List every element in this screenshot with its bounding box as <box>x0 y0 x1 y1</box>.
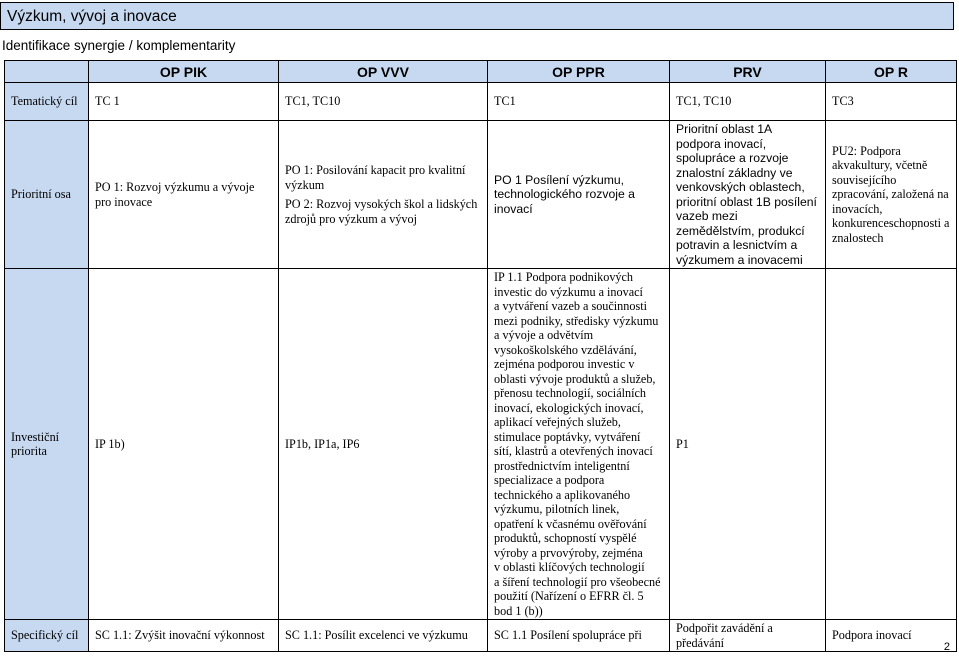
osa-op-vvv-po1: PO 1: Posilování kapacit pro kvalitní výzkum <box>285 163 466 192</box>
cell-tematicky-op-ppr: TC1 <box>488 83 670 121</box>
cell-tematicky-prv: TC1, TC10 <box>670 83 826 121</box>
column-header-op-r: OP R <box>826 61 957 83</box>
column-header-op-vvv: OP VVV <box>279 61 488 83</box>
page-number: 2 <box>943 641 950 653</box>
cell-osa-op-vvv <box>279 121 488 269</box>
cell-specificky-prv: Podpořit zavádění a předávání <box>670 620 826 652</box>
cell-tematicky-op-r: TC3 <box>826 83 957 121</box>
page-title: Výzkum, vývoj a inovace <box>0 2 954 30</box>
row-header-investicni-priorita: Investiční priorita <box>5 269 89 620</box>
cell-specificky-op-pik: SC 1.1: Zvýšit inovační výkonnost <box>89 620 279 652</box>
cell-investicni-op-ppr: IP 1.1 Podpora podnikových investic do výzkumu a inovací a vytváření vazeb a součinnosti mezi podniky, středisky výzkumu a vývoje a odvětvím vysokoškolského vzdělávání, zejména podporou investic v oblasti vývoje produktů a služeb, přenosu technologií, sociálních inovací, ekologických inovací, aplikací veřejných služeb, stimulace poptávky, vytváření sítí, klastrů a otevřených inovací prostřednictvím inteligentní specializace a podpora technického a aplikovaného výzkumu, pilotních linek, opatření k včasnému ověřování produktů, schopností vyspělé výroby a prvovýroby, zejména v oblasti klíčových technologií a šíření technologií pro všeobecné použití (Nařízení o EFRR čl. 5 bod 1 (b)) <box>488 269 670 620</box>
cell-investicni-prv: P1 <box>670 269 826 620</box>
cell-osa-op-r: PU2: Podpora akvakultury, včetně souvisejícího zpracování, založená na inovacích, konkurenceschopnosti a znalostech <box>826 121 957 269</box>
cell-investicni-op-vvv: IP1b, IP1a, IP6 <box>279 269 488 620</box>
column-header-op-pik: OP PIK <box>89 61 279 83</box>
row-header-prioritni-osa: Prioritní osa <box>5 121 89 269</box>
column-header-op-ppr: OP PPR <box>488 61 670 83</box>
cell-specificky-op-vvv: SC 1.1: Posílit excelenci ve výzkumu <box>279 620 488 652</box>
cell-osa-op-pik: PO 1: Rozvoj výzkumu a vývoje pro inovace <box>89 121 279 269</box>
column-header-prv: PRV <box>670 61 826 83</box>
cell-investicni-op-pik: IP 1b) <box>89 269 279 620</box>
row-header-specificky-cil: Specifický cíl <box>5 620 89 652</box>
cell-investicni-op-r <box>826 269 957 620</box>
cell-tematicky-op-vvv: TC1, TC10 <box>279 83 488 121</box>
cell-tematicky-op-pik: TC 1 <box>89 83 279 121</box>
osa-op-vvv-po2: PO 2: Rozvoj vysokých škol a lidských zdrojů pro výzkum a vývoj <box>285 197 478 226</box>
cell-osa-prv: Prioritní oblast 1A podpora inovací, spolupráce a rozvoje znalostní základny ve venkovských oblastech, prioritní oblast 1B posílení vazeb mezi zemědělstvím, produkcí potravin a lesnictvím a výzkumem a inovacemi <box>670 121 826 269</box>
cell-osa-op-ppr: PO 1 Posílení výzkumu, technologického rozvoje a inovací <box>488 121 670 269</box>
cell-specificky-op-r: Podpora inovací <box>826 620 957 652</box>
synergy-table <box>4 60 957 652</box>
table-corner-cell <box>5 61 89 83</box>
cell-specificky-op-ppr: SC 1.1 Posílení spolupráce při <box>488 620 670 652</box>
row-header-tematicky-cil: Tematický cíl <box>5 83 89 121</box>
section-subtitle: Identifikace synergie / komplementarity <box>2 38 236 53</box>
